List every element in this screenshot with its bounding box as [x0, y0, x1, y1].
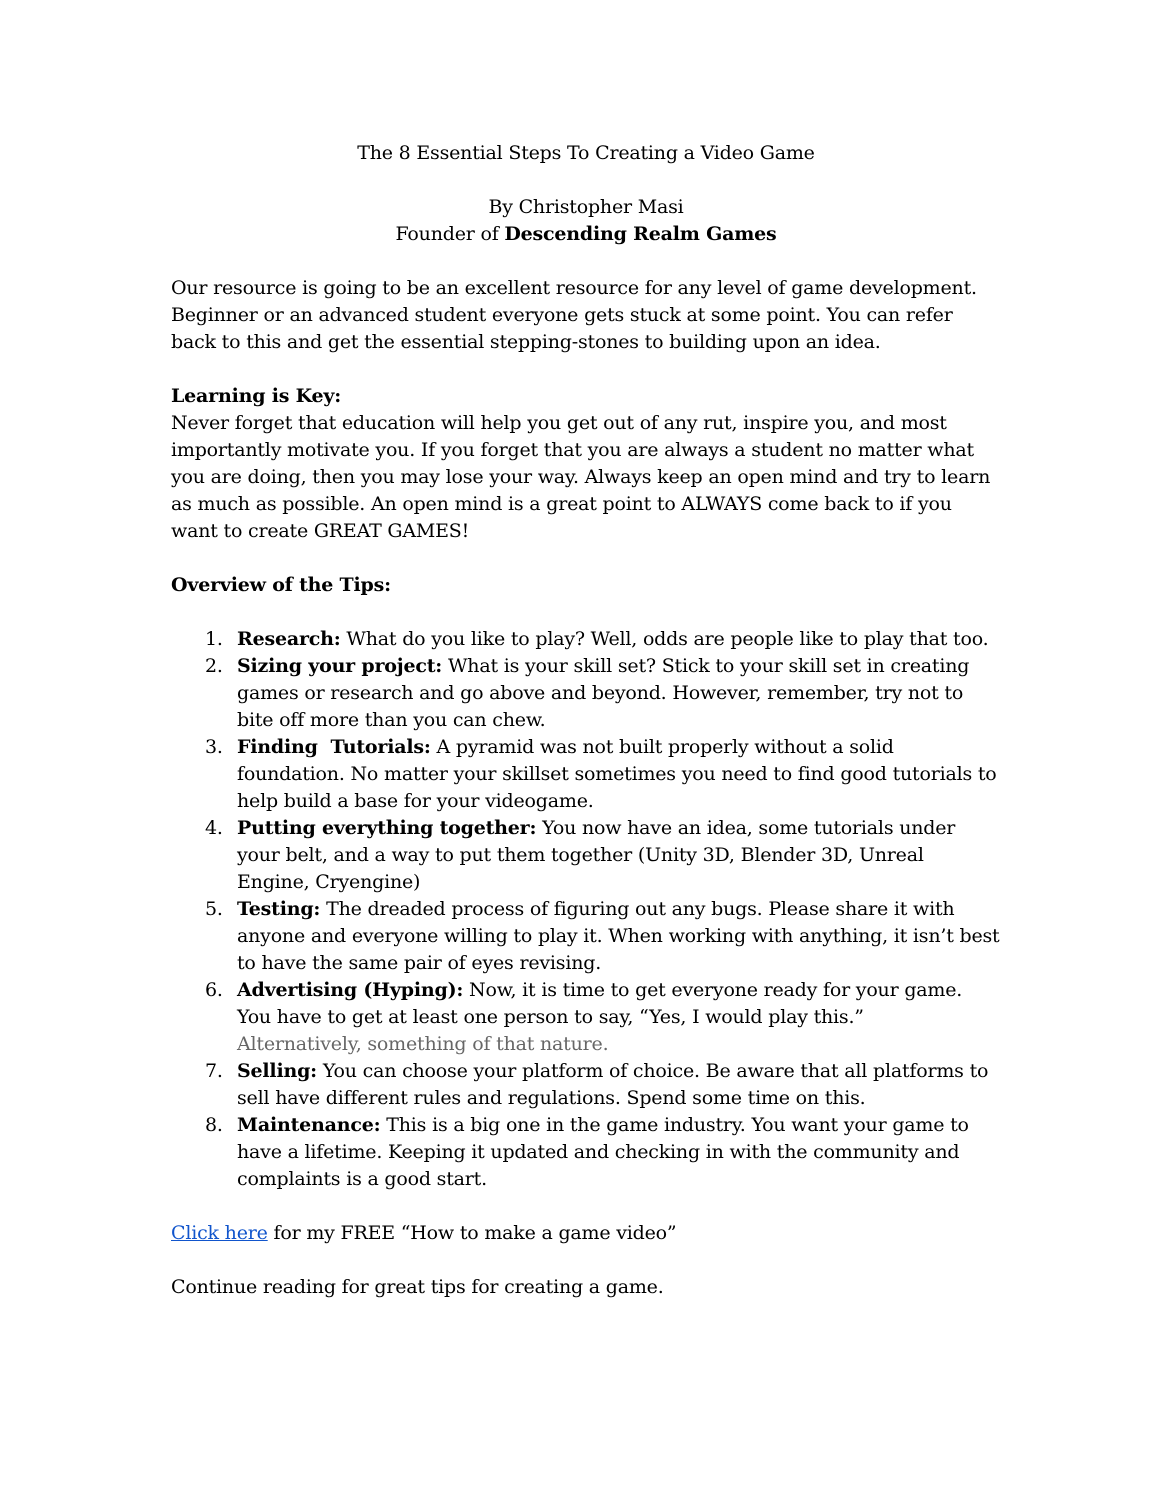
tip-text: What do you like to play? Well, odds are people like to play that too. — [340, 628, 989, 650]
tips-list — [171, 626, 1001, 1193]
intro-paragraph: Our resource is going to be an excellent resource for any level of game development. Beginner or an advanced student everyone gets stuck at some point. You can refer back to this and get the essential stepping-stones to building upon an idea. — [171, 277, 977, 353]
tip-text: What is your skill set? Stick to your skill set in creating games or research and go above and beyond. However, remember, try not to bite off more than you can chew. — [237, 655, 970, 731]
tip-number: 3. — [205, 736, 223, 758]
tip-text: A pyramid was not built properly without a solid foundation. No matter your skillset sometimes you need to find good tutorials to help build a base for your videogame. — [237, 736, 997, 812]
tip-text: You can choose your platform of choice. Be aware that all platforms to sell have different rules and regulations. Spend some time on this. — [237, 1060, 989, 1109]
tip-number: 1. — [205, 628, 223, 650]
link-line-rest: for my FREE “How to make a game video” — [267, 1222, 677, 1244]
tip-label: Putting everything together: — [237, 817, 537, 839]
tip-label: Advertising (Hyping): — [237, 979, 464, 1001]
tip-text: This is a big one in the game industry. You want your game to have a lifetime. Keeping it updated and checking in with the community and complaints is a good start. — [237, 1114, 969, 1190]
founder-prefix: Founder of — [395, 223, 505, 245]
tip-text: You now have an idea, some tutorials under your belt, and a way to put them together (Unity 3D, Blender 3D, Unreal Engine, Cryengine) — [237, 817, 956, 893]
learning-body: Never forget that education will help you get out of any rut, inspire you, and most importantly motivate you. If you forget that you are always a student no matter what you are doing, then you may lose your way. Always keep an open mind and try to learn as much as possible. An open mind is a great point to ALWAYS come back to if you want to create GREAT GAMES! — [171, 412, 991, 542]
tips-heading-line — [171, 572, 1001, 599]
click-here-link[interactable]: Click here — [171, 1222, 268, 1244]
tip-item-research — [171, 626, 1001, 653]
tip-label: Testing: — [237, 898, 321, 920]
tip-label: Selling: — [237, 1060, 317, 1082]
tip-number: 7. — [205, 1060, 223, 1082]
tip-item-selling — [171, 1058, 1001, 1112]
tip-item-sizing — [171, 653, 1001, 734]
tip-item-testing — [171, 896, 1001, 977]
link-line — [171, 1220, 1001, 1247]
tip-item-maintenance — [171, 1112, 1001, 1193]
tip-number: 6. — [205, 979, 223, 1001]
tip-number: 4. — [205, 817, 223, 839]
page-title: The 8 Essential Steps To Creating a Video Game — [357, 142, 815, 164]
tip-text: Now, it is time to get everyone ready for your game. You have to get at least one person to say, “Yes, I would play this.” — [237, 979, 963, 1028]
learning-heading: Learning is Key: — [171, 385, 342, 407]
tip-number: 5. — [205, 898, 223, 920]
tip-number: 8. — [205, 1114, 223, 1136]
tip-item-together — [171, 815, 1001, 896]
learning-section — [171, 383, 1001, 545]
tip-text-suggested: Alternatively, something of that nature. — [237, 1033, 609, 1055]
tip-item-advertising — [171, 977, 1001, 1058]
tip-number: 2. — [205, 655, 223, 677]
tip-label: Maintenance: — [237, 1114, 381, 1136]
tip-text: The dreaded process of figuring out any bugs. Please share it with anyone and everyone willing to play it. When working with anything, it isn’t best to have the same pair of eyes revising. — [237, 898, 1000, 974]
byline: By Christopher Masi — [488, 196, 684, 218]
tip-label: Research: — [237, 628, 341, 650]
closing-paragraph: Continue reading for great tips for creating a game. — [171, 1276, 664, 1298]
tip-item-tutorials — [171, 734, 1001, 815]
founder-company: Descending Realm Games — [504, 223, 777, 245]
byline-block — [171, 194, 1001, 248]
tips-heading: Overview of the Tips: — [171, 574, 391, 596]
tip-label: Sizing your project: — [237, 655, 443, 677]
tip-label: Finding Tutorials: — [237, 736, 431, 758]
